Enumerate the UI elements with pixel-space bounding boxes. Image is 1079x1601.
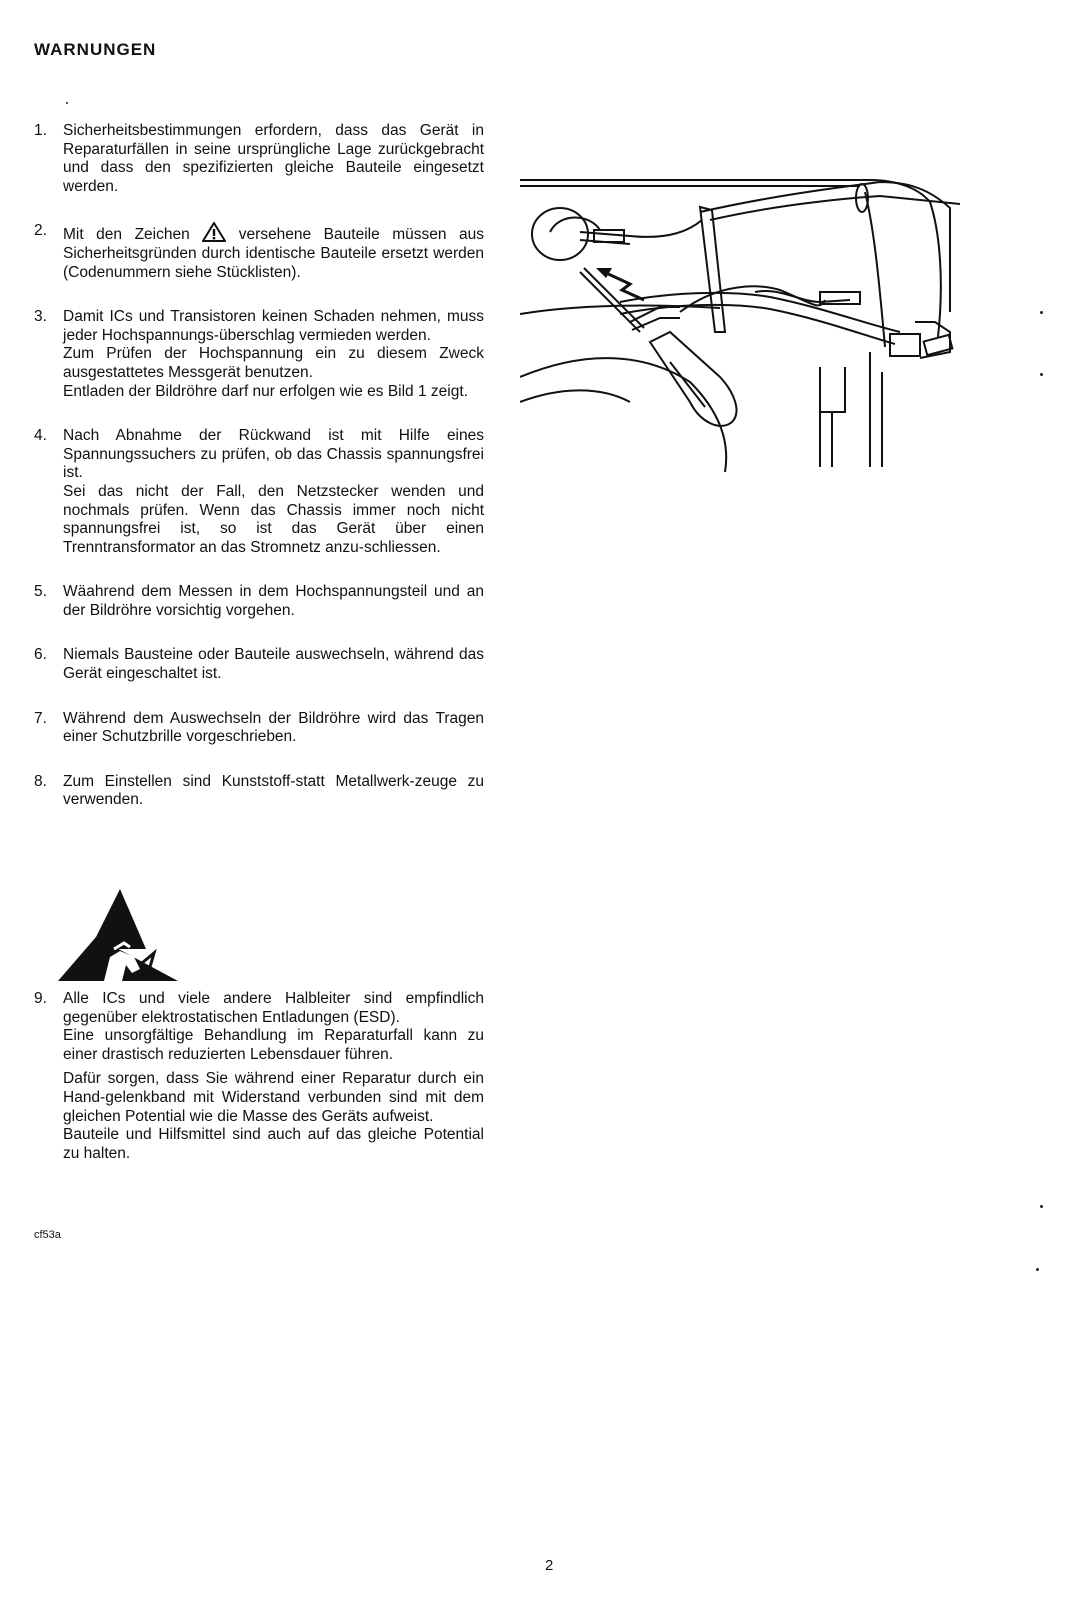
list-item-7 bbox=[34, 710, 484, 747]
scan-speck bbox=[66, 102, 68, 104]
item-text-before-icon: Mit den Zeichen bbox=[63, 226, 190, 244]
item-text: Wäahrend dem Messen in dem Hochspannungsteil und an der Bildröhre vorsichtig vorgehen. bbox=[63, 583, 484, 619]
esd-warning-symbol bbox=[58, 883, 178, 983]
item-text: Eine unsorgfältige Behandlung im Reparaturfall kann zu einer drastisch reduzierten Lebensdauer führen. bbox=[63, 1027, 484, 1063]
item-text: Zum Prüfen der Hochspannung ein zu diesem Zweck ausgestattetes Messgerät benutzen. bbox=[63, 345, 484, 381]
item-text: Sicherheitsbestimmungen erfordern, dass das Gerät in Reparaturfällen in seine ursprüngliche Lage zurückgebracht und dass den spezifizierten gleiche Bauteile eingesetzt werden. bbox=[63, 122, 484, 195]
item-number: 5. bbox=[34, 583, 47, 601]
page-title: WARNUNGEN bbox=[34, 40, 157, 59]
item-text: Entladen der Bildröhre darf nur erfolgen wie es Bild 1 zeigt. bbox=[63, 382, 468, 400]
item-text: Während dem Auswechseln der Bildröhre wird das Tragen einer Schutzbrille vorgeschrieben. bbox=[63, 709, 484, 746]
list-item-8 bbox=[34, 773, 484, 810]
item-number: 9. bbox=[34, 990, 47, 1008]
item-text: Niemals Bausteine oder Bauteile auswechseln, während das Gerät eingeschaltet ist. bbox=[63, 646, 484, 683]
list-item-1 bbox=[34, 122, 484, 196]
item-text bbox=[63, 222, 484, 282]
item-text: Damit ICs und Transistoren keinen Schaden nehmen, muss jeder Hochspannungs-überschlag vermieden werden. bbox=[63, 308, 484, 344]
list-item-9 bbox=[34, 990, 484, 1163]
item-number: 3. bbox=[34, 308, 47, 326]
item-text-after-icon: versehene Bauteile müssen aus Sicherheitsgründen durch identische Bauteile ersetzt werden (Codenummern siehe Stücklisten). bbox=[63, 226, 485, 281]
crt-discharge-illustration bbox=[520, 172, 960, 472]
item-number: 4. bbox=[34, 427, 47, 445]
list-item-6 bbox=[34, 646, 484, 683]
page-number: 2 bbox=[545, 1557, 554, 1574]
item-number: 7. bbox=[34, 709, 47, 727]
list-item-4 bbox=[34, 427, 484, 557]
item-number: 6. bbox=[34, 646, 47, 664]
document-code: cf53a bbox=[34, 1229, 61, 1241]
item-text: Bauteile und Hilfsmittel sind auch auf das gleiche Potential zu halten. bbox=[63, 1126, 484, 1162]
warning-list bbox=[34, 122, 484, 1163]
warning-triangle-icon bbox=[202, 222, 226, 242]
scan-speck bbox=[1040, 1205, 1043, 1208]
scan-speck bbox=[1040, 373, 1043, 376]
item-number: 8. bbox=[34, 772, 47, 790]
list-item-3 bbox=[34, 308, 484, 401]
scan-speck bbox=[1036, 1268, 1039, 1271]
item-text: Dafür sorgen, dass Sie während einer Reparatur durch ein Hand-gelenkband mit Widerstand verbunden sind mit dem gleichen Potential wie die Masse des Geräts aufweist. bbox=[63, 1070, 484, 1125]
item-text: Sei das nicht der Fall, den Netzstecker wenden und nochmals prüfen. Wenn das Chassis immer noch nicht spannungsfrei ist, so ist das Gerät über einen Trenntransformator an das Stromnetz anzu-schliessen. bbox=[63, 482, 484, 556]
item-text: Zum Einstellen sind Kunststoff-statt Metallwerk-zeuge zu verwenden. bbox=[63, 772, 484, 809]
item-number: 2. bbox=[34, 222, 47, 240]
item-number: 1. bbox=[34, 122, 47, 139]
scan-speck bbox=[1040, 311, 1043, 314]
item-text: Alle ICs und viele andere Halbleiter sind empfindlich gegenüber elektrostatischen Entladungen (ESD). bbox=[63, 990, 484, 1026]
list-item-5 bbox=[34, 583, 484, 620]
list-item-2 bbox=[34, 222, 484, 282]
item-text: Nach Abnahme der Rückwand ist mit Hilfe eines Spannungssuchers zu prüfen, ob das Chassis spannungsfrei ist. bbox=[63, 427, 484, 482]
